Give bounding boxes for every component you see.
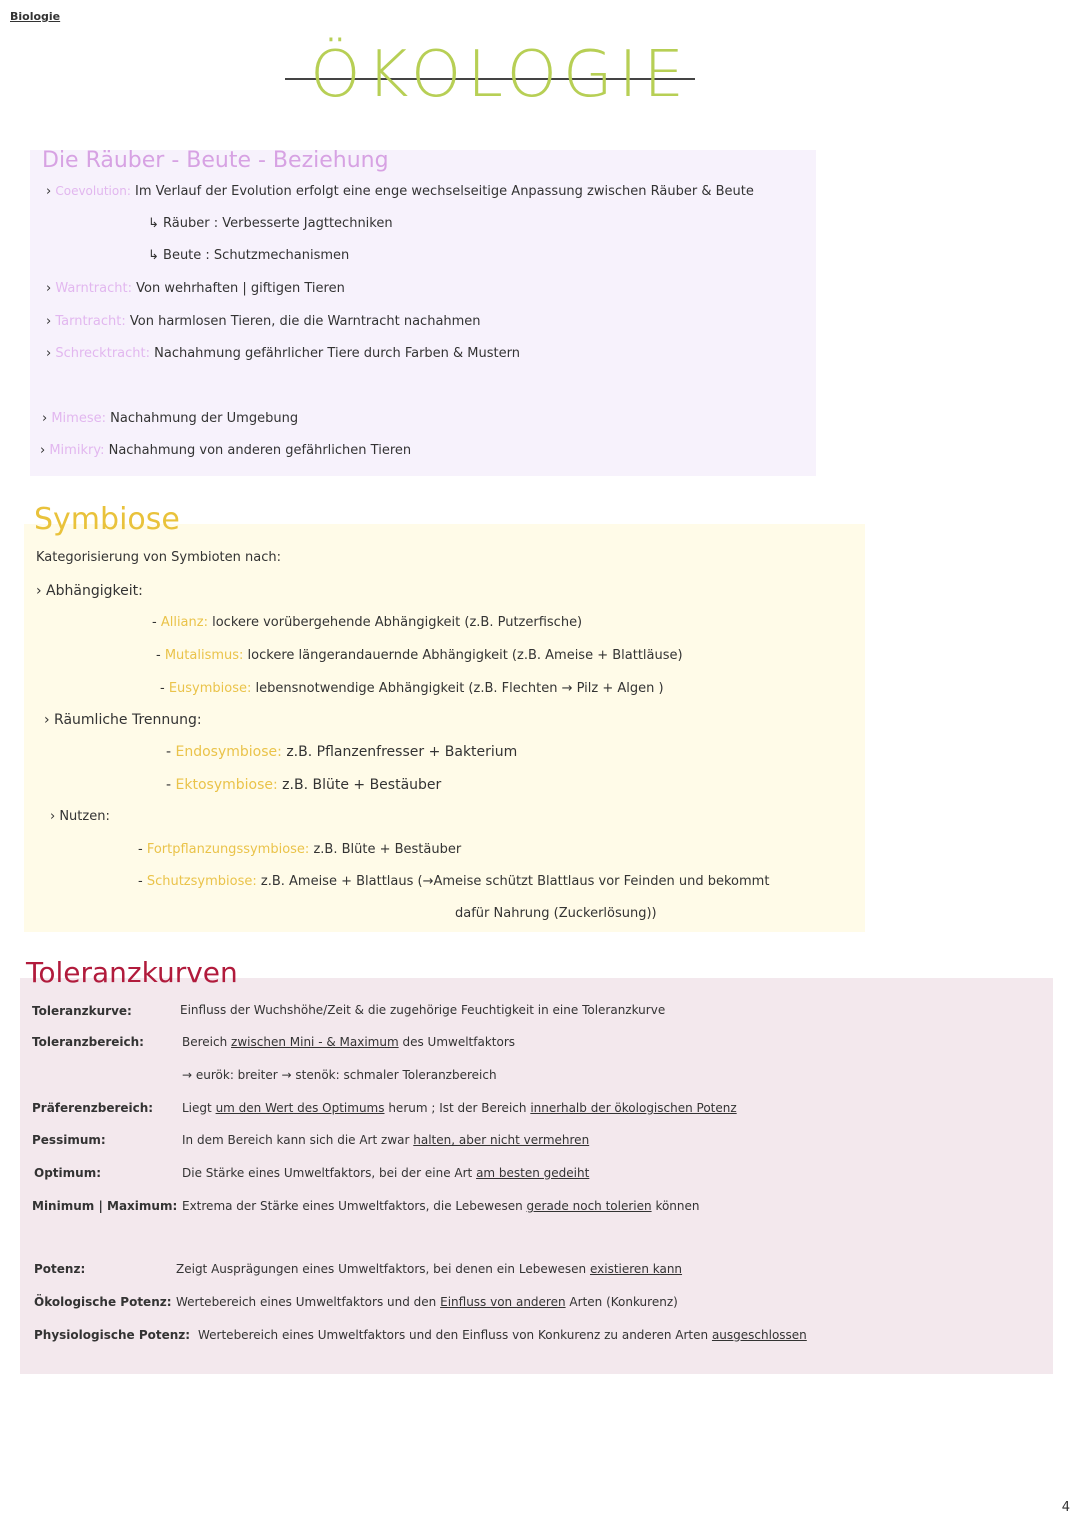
endosymbiose-line: - Endosymbiose: z.B. Pflanzenfresser + Bakterium	[166, 744, 518, 760]
minmax-def: Extrema der Stärke eines Umweltfaktors, die Lebewesen gerade noch tolerien können	[182, 1199, 700, 1213]
page-number: 4	[1061, 1500, 1070, 1515]
toleranzbereich-def: Bereich zwischen Mini - & Maximum des Umweltfaktors	[182, 1035, 516, 1049]
potenz-term: Potenz:	[34, 1262, 86, 1276]
praeferenzbereich-def: Liegt um den Wert des Optimums herum ; Ist der Bereich innerhalb der ökologischen Potenz	[182, 1101, 737, 1115]
subject-label: Biologie	[10, 10, 61, 23]
raeuber-heading: Die Räuber - Beute - Beziehung	[42, 148, 389, 173]
raeuber-sub1: ↳ Räuber : Verbesserte Jagttechniken	[148, 216, 393, 231]
tarntracht-line: › Tarntracht: Von harmlosen Tieren, die die Warntracht nachahmen	[46, 314, 481, 329]
allianz-line: - Allianz: lockere vorübergehende Abhängigkeit (z.B. Putzerfische)	[152, 615, 583, 630]
mimikry-line: › Mimikry: Nachahmung von anderen gefährlichen Tieren	[40, 443, 412, 458]
schutzsymbiose-cont: dafür Nahrung (Zuckerlösung))	[455, 906, 657, 921]
oekologische-potenz-term: Ökologische Potenz:	[34, 1295, 172, 1309]
euroek-stenoek-note: → eurök: breiter → stenök: schmaler Toleranzbereich	[182, 1068, 497, 1082]
toleranzkurve-def: Einfluss der Wuchshöhe/Zeit & die zugehörige Feuchtigkeit in eine Toleranzkurve	[180, 1003, 666, 1017]
fortpflanzung-line: - Fortpflanzungssymbiose: z.B. Blüte + Bestäuber	[138, 842, 462, 857]
raeumlich-heading: › Räumliche Trennung:	[44, 712, 202, 728]
schutzsymbiose-line: - Schutzsymbiose: z.B. Ameise + Blattlaus (→Ameise schützt Blattlaus vor Feinden und bekommt	[138, 874, 770, 889]
symbiose-section-box	[24, 524, 865, 932]
raeuber-sub2: ↳ Beute : Schutzmechanismen	[148, 248, 350, 263]
optimum-term: Optimum:	[34, 1166, 101, 1180]
physiologische-potenz-def: Wertebereich eines Umweltfaktors und den Einfluss von Konkurenz zu anderen Arten ausgeschlossen	[198, 1328, 807, 1342]
minmax-term: Minimum | Maximum:	[32, 1199, 178, 1213]
toleranzbereich-term: Toleranzbereich:	[32, 1035, 144, 1049]
symbiose-intro: Kategorisierung von Symbioten nach:	[36, 550, 281, 565]
eusymbiose-line: - Eusymbiose: lebensnotwendige Abhängigkeit (z.B. Flechten → Pilz + Algen )	[160, 681, 664, 696]
optimum-def: Die Stärke eines Umweltfaktors, bei der eine Art am besten gedeiht	[182, 1166, 590, 1180]
pessimum-term: Pessimum:	[32, 1133, 106, 1147]
page-title: ÖKOLOGIE	[310, 38, 690, 112]
toleranzkurve-term: Toleranzkurve:	[32, 1004, 132, 1018]
ektosymbiose-line: - Ektosymbiose: z.B. Blüte + Bestäuber	[166, 777, 442, 793]
schrecktracht-line: › Schrecktracht: Nachahmung gefährlicher Tiere durch Farben & Mustern	[46, 346, 520, 361]
mimese-line: › Mimese: Nachahmung der Umgebung	[42, 411, 299, 426]
coevolution-line: › Coevolution: Im Verlauf der Evolution erfolgt eine enge wechselseitige Anpassung zwischen Räuber & Beute	[46, 184, 754, 199]
oekologische-potenz-def: Wertebereich eines Umweltfaktors und den Einfluss von anderen Arten (Konkurenz)	[176, 1295, 678, 1309]
abhaengigkeit-heading: › Abhängigkeit:	[36, 583, 143, 599]
physiologische-potenz-term: Physiologische Potenz:	[34, 1328, 191, 1342]
potenz-def: Zeigt Ausprägungen eines Umweltfaktors, bei denen ein Lebewesen existieren kann	[176, 1262, 683, 1276]
mutalismus-line: - Mutalismus: lockere längerandauernde Abhängigkeit (z.B. Ameise + Blattläuse)	[156, 648, 683, 663]
nutzen-heading: › Nutzen:	[50, 809, 110, 824]
pessimum-def: In dem Bereich kann sich die Art zwar halten, aber nicht vermehren	[182, 1133, 590, 1147]
praeferenzbereich-term: Präferenzbereich:	[32, 1101, 154, 1115]
warntracht-line: › Warntracht: Von wehrhaften | giftigen Tieren	[46, 281, 345, 296]
symbiose-heading: Symbiose	[34, 502, 180, 537]
toleranz-heading: Toleranzkurven	[26, 956, 238, 989]
